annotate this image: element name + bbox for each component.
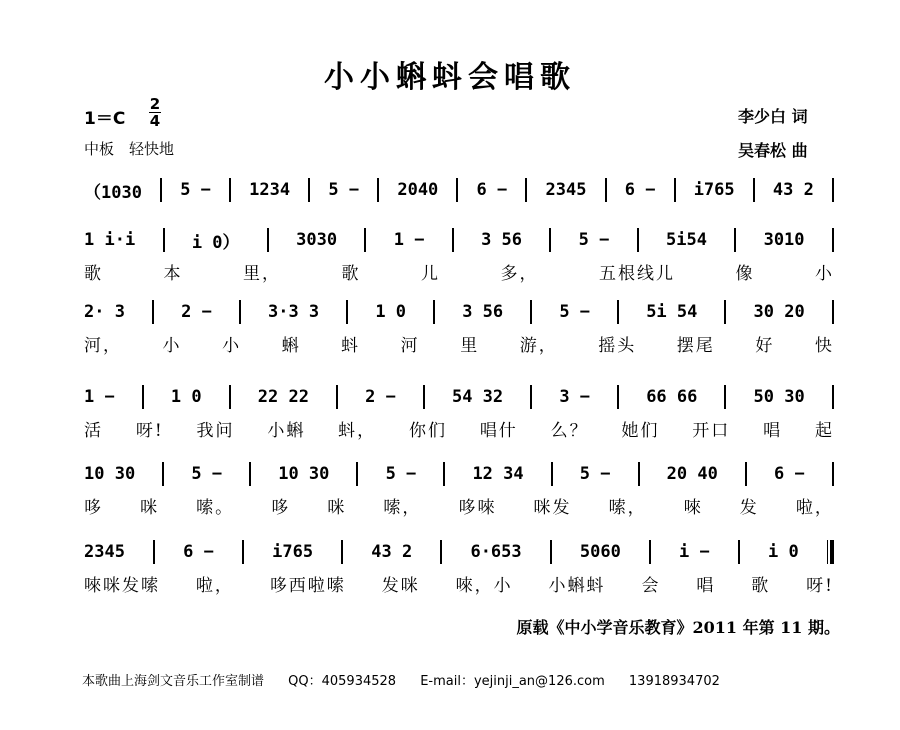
bar-line xyxy=(163,228,165,252)
bar-line xyxy=(152,300,154,324)
lyric-word: 她们 xyxy=(621,420,660,441)
footer-qq: QQ：405934528 xyxy=(288,674,397,689)
measure: 50 30 xyxy=(753,387,805,407)
measure: 5060 xyxy=(579,542,621,562)
lyric-word: 蚪， xyxy=(338,420,377,441)
measure: （1030 xyxy=(84,182,142,203)
bar-line xyxy=(433,300,435,324)
lyric-line xyxy=(84,572,834,594)
lyric-word: 哆西啦嗦 xyxy=(269,575,346,596)
lyric-word: 我问 xyxy=(196,420,235,441)
bar-line xyxy=(734,228,736,252)
measure: 5 − xyxy=(559,302,591,322)
lyric-word: 小蝌蚪 xyxy=(548,575,606,596)
lyric-word: 小 xyxy=(222,335,242,356)
lyric-word: 发咪 xyxy=(381,575,420,596)
measure: i 0 xyxy=(767,542,799,562)
measure: 6·653 xyxy=(470,542,522,562)
measure: 3030 xyxy=(296,230,338,250)
bar-line xyxy=(249,462,251,486)
measure: 30 20 xyxy=(753,302,805,322)
bar-line xyxy=(341,540,343,564)
final-bar-line xyxy=(827,540,834,564)
measure: 1 0 xyxy=(375,302,407,322)
measure: 3·3 3 xyxy=(267,302,320,322)
footer-credit: 本歌曲上海剑文音乐工作室制谱 xyxy=(82,674,265,689)
lyric-word: 唱 xyxy=(763,420,783,441)
lyric-word: 咪 xyxy=(327,497,347,518)
bar-line xyxy=(308,178,310,202)
bar-line xyxy=(153,540,155,564)
lyric-word: 快 xyxy=(814,335,834,356)
measure: 2345 xyxy=(84,542,125,562)
measure: 43 2 xyxy=(772,180,814,200)
lyric-line xyxy=(84,332,834,354)
lyric-word: 啦， xyxy=(795,497,834,518)
measure: 2040 xyxy=(397,180,439,200)
lyric-word: 起 xyxy=(814,420,834,441)
bar-line xyxy=(142,385,144,409)
measure: 1 0 xyxy=(170,387,202,407)
lyric-word: 唻，小 xyxy=(455,575,513,596)
tempo-marking: 中板 轻快地 xyxy=(84,140,175,158)
lyric-word: 歌 xyxy=(341,263,361,284)
bar-line xyxy=(364,228,366,252)
lyric-word: 唻 xyxy=(683,497,703,518)
measure: 10 30 xyxy=(278,464,330,484)
bar-line xyxy=(530,300,532,324)
bar-line xyxy=(229,178,231,202)
measure: 66 66 xyxy=(646,387,698,407)
bar-line xyxy=(617,300,619,324)
lyric-word: 歌 xyxy=(84,263,103,284)
measure: 5i54 xyxy=(666,230,707,250)
measure: 6 − xyxy=(774,464,805,484)
lyric-word: 嗦， xyxy=(608,497,647,518)
lyric-word: 本 xyxy=(163,263,183,284)
lyric-word: 游， xyxy=(519,335,558,356)
bar-line xyxy=(530,385,532,409)
measure: 1 i·i xyxy=(84,230,136,250)
measure: 5 − xyxy=(191,464,223,484)
lyric-word: 唻咪发嗦 xyxy=(84,575,160,596)
lyric-word: 么？ xyxy=(550,420,589,441)
time-signature-top: 2 xyxy=(149,95,161,113)
lyric-word: 儿 xyxy=(421,263,440,284)
lyric-word: 唱 xyxy=(696,575,716,596)
lyric-word: 好 xyxy=(755,335,775,356)
bar-line xyxy=(550,540,552,564)
measure: i765 xyxy=(693,180,735,200)
measure: 2345 xyxy=(545,180,587,200)
measure: 6 − xyxy=(624,180,656,200)
bar-line xyxy=(753,178,755,202)
bar-line xyxy=(745,462,747,486)
lyric-word: 啦， xyxy=(195,575,234,596)
measure: 3010 xyxy=(763,230,805,250)
bar-line xyxy=(525,178,527,202)
lyric-word: 小 xyxy=(162,335,182,356)
bar-line xyxy=(832,462,834,486)
lyric-word: 唱什 xyxy=(479,420,518,441)
notation-row xyxy=(84,228,834,252)
measure: i 0） xyxy=(191,232,240,253)
bar-line xyxy=(738,540,740,564)
bar-line xyxy=(637,228,639,252)
lyricist: 李少白 词 xyxy=(738,107,808,126)
lyric-word: 你们 xyxy=(408,420,447,441)
lyric-word: 咪 xyxy=(140,497,160,518)
notation-row xyxy=(84,540,834,564)
song-title: 小小蝌蚪会唱歌 xyxy=(324,60,576,95)
bar-line xyxy=(356,462,358,486)
bar-line xyxy=(346,300,348,324)
lyric-word: 小 xyxy=(815,263,834,284)
lyric-word: 摆尾 xyxy=(676,335,715,356)
measure: 1 − xyxy=(84,387,115,407)
measure: 2 − xyxy=(365,387,396,407)
measure: 20 40 xyxy=(666,464,718,484)
bar-line xyxy=(239,300,241,324)
measure: 6 − xyxy=(476,180,508,200)
lyric-word: 里， xyxy=(243,263,281,284)
bar-line xyxy=(452,228,454,252)
bar-line xyxy=(377,178,379,202)
bar-line xyxy=(456,178,458,202)
bar-line xyxy=(336,385,338,409)
bar-line xyxy=(605,178,607,202)
lyric-word: 呀! xyxy=(806,575,834,596)
lyric-word: 哆 xyxy=(271,497,291,518)
measure: i765 xyxy=(272,542,314,562)
measure: 2· 3 xyxy=(84,302,125,322)
footer-phone: 13918934702 xyxy=(628,674,720,689)
bar-line xyxy=(674,178,676,202)
bar-line xyxy=(443,462,445,486)
lyric-word: 开口 xyxy=(692,420,731,441)
bar-line xyxy=(551,462,553,486)
bar-line xyxy=(649,540,651,564)
bar-line xyxy=(549,228,551,252)
measure: 1 − xyxy=(393,230,425,250)
measure: 43 2 xyxy=(371,542,413,562)
lyric-word: 蚪 xyxy=(341,335,361,356)
measure: 3 − xyxy=(559,387,591,407)
bar-line xyxy=(724,385,726,409)
measure: 12 34 xyxy=(472,464,524,484)
lyric-word: 哆 xyxy=(84,497,103,518)
lyric-line xyxy=(84,494,834,516)
lyric-word: 五根线儿 xyxy=(599,263,675,284)
notation-row xyxy=(84,300,834,324)
lyric-word: 会 xyxy=(641,575,661,596)
bar-line xyxy=(423,385,425,409)
bar-line xyxy=(832,385,834,409)
measure: 3 56 xyxy=(481,230,523,250)
measure: 5 − xyxy=(180,180,211,200)
lyric-word: 活 xyxy=(84,420,103,441)
lyric-line xyxy=(84,260,834,282)
bar-line xyxy=(638,462,640,486)
measure: 10 30 xyxy=(84,464,136,484)
bar-line xyxy=(440,540,442,564)
time-signature-bottom: 4 xyxy=(149,112,161,130)
lyric-word: 多， xyxy=(500,263,539,284)
measure: 5 − xyxy=(579,464,611,484)
measure: 22 22 xyxy=(257,387,309,407)
bar-line xyxy=(832,178,834,202)
measure: 5i 54 xyxy=(646,302,698,322)
lyric-word: 歌 xyxy=(751,575,771,596)
bar-line xyxy=(617,385,619,409)
measure: 5 − xyxy=(578,230,610,250)
lyric-word: 哆唻 xyxy=(458,497,497,518)
lyric-word: 河 xyxy=(400,335,420,356)
measure: 3 56 xyxy=(462,302,504,322)
lyric-word: 河， xyxy=(84,335,122,356)
measure: 2 − xyxy=(181,302,212,322)
footer-email: E-mail：yejinji_an@126.com xyxy=(420,674,605,689)
measure: 5 − xyxy=(328,180,360,200)
measure: 6 − xyxy=(183,542,214,562)
lyric-word: 摇头 xyxy=(598,335,637,356)
notation-row xyxy=(84,385,834,409)
bar-line xyxy=(160,178,162,202)
lyric-word: 里 xyxy=(460,335,480,356)
source-note: 原载《中小学音乐教育》2011 年第 11 期。 xyxy=(516,618,840,637)
bar-line xyxy=(832,300,834,324)
key-signature: 1＝C xyxy=(84,109,126,129)
lyric-word: 咪发 xyxy=(533,497,572,518)
bar-line xyxy=(162,462,164,486)
measure: 5 − xyxy=(385,464,417,484)
notation-row xyxy=(84,462,834,486)
bar-line xyxy=(724,300,726,324)
measure: 1234 xyxy=(249,180,291,200)
lyric-word: 像 xyxy=(735,263,755,284)
footer xyxy=(82,670,740,689)
time-signature xyxy=(148,96,162,129)
lyric-word: 嗦。 xyxy=(196,497,235,518)
bar-line xyxy=(832,228,834,252)
composer: 吴春松 曲 xyxy=(738,141,808,160)
bar-line xyxy=(267,228,269,252)
lyric-line xyxy=(84,417,834,439)
lyric-word: 蝌 xyxy=(281,335,301,356)
lyric-word: 嗦， xyxy=(383,497,422,518)
notation-row xyxy=(84,178,834,202)
lyric-word: 发 xyxy=(739,497,759,518)
measure: 54 32 xyxy=(451,387,504,407)
lyric-word: 呀! xyxy=(135,420,164,441)
bar-line xyxy=(229,385,231,409)
bar-line xyxy=(242,540,244,564)
measure: i − xyxy=(679,542,710,562)
lyric-word: 小蝌 xyxy=(267,420,306,441)
